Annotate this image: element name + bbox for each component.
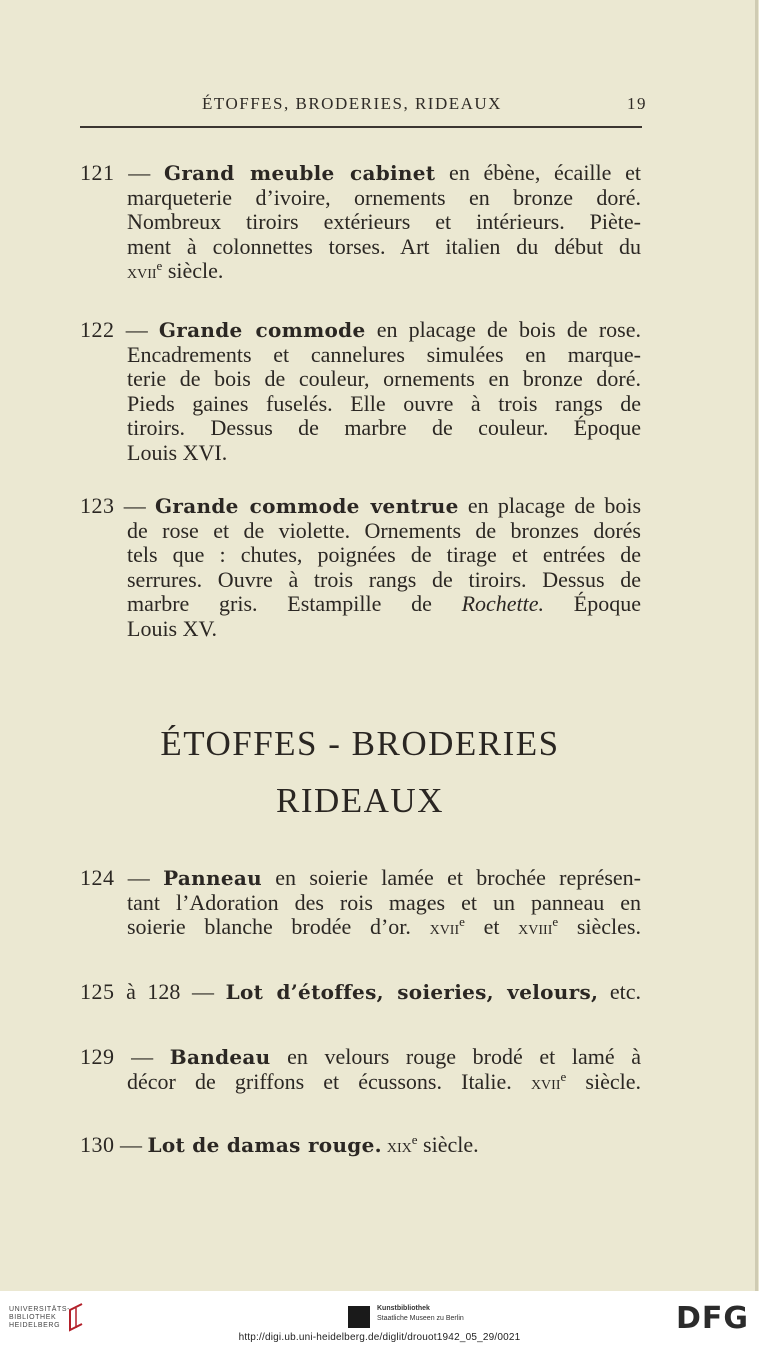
entry-text: décor de griffons et écussons. Italie. — [127, 1068, 531, 1094]
section-title-line-1: ÉTOFFES - BRODERIES — [160, 724, 560, 763]
running-head-title: ÉTOFFES, BRODERIES, RIDEAUX — [202, 94, 502, 113]
lot-title: Lot d’étoffes, soieries, velours, — [225, 980, 599, 1004]
dash: — — [127, 865, 150, 890]
lot-number: 124 — [80, 865, 115, 890]
dash: — — [123, 493, 146, 518]
lot-title: Panneau — [163, 866, 262, 890]
entry-text: en ébène, écaille et — [435, 160, 642, 185]
century-numeral: xix — [381, 1135, 412, 1157]
lot-title: Grande commode ventrue — [155, 494, 459, 518]
entry-text: siècle. — [162, 258, 224, 283]
superscript: e — [560, 1068, 567, 1084]
entry-text: Louis XV. — [127, 615, 218, 641]
entry-text: de rose et de violette. Ornements de bronzes dorés — [127, 517, 641, 543]
entry-text: Nombreux tiroirs extérieurs et intérieurs. Piète- — [127, 209, 641, 234]
lot-entry-125-128 — [80, 980, 641, 1005]
entry-text: en velours rouge brodé et lamé à — [270, 1044, 642, 1069]
century-numeral: xviii — [518, 917, 553, 939]
ub-heidelberg-logo[interactable] — [9, 1306, 70, 1330]
lot-entry-130 — [80, 1133, 641, 1159]
section-title-line-2: RIDEAUX — [276, 781, 444, 820]
maker-name: Rochette. — [461, 591, 545, 616]
entry-text: en soierie lamée et brochée représen- — [261, 865, 641, 890]
entry-text: soierie blanche brodée d’or. — [127, 914, 430, 939]
dash: — — [120, 1132, 142, 1157]
dash: — — [128, 160, 151, 185]
superscript: e — [459, 914, 465, 929]
entry-text: siècles. — [558, 914, 641, 939]
entry-text: Pieds gaines fuselés. Elle ouvre à trois rangs de — [127, 390, 641, 416]
entry-text: tiroirs. Dessus de marbre de couleur. Époque — [127, 415, 641, 440]
entry-text: à 128 — [114, 979, 193, 1004]
entry-text: siècle. — [566, 1068, 641, 1094]
kunstbibliothek-logo-icon[interactable] — [348, 1306, 370, 1328]
entry-text: tant l’Adoration des rois mages et un panneau en — [127, 889, 641, 915]
lot-title: Bandeau — [169, 1045, 271, 1069]
entry-text: etc. — [598, 979, 642, 1004]
dfg-logo[interactable]: DFG — [675, 1301, 749, 1336]
lot-entry-129 — [80, 1045, 641, 1095]
entry-text: en placage de bois — [458, 493, 642, 518]
lot-title: Grande commode — [158, 318, 366, 342]
page-number: 19 — [627, 94, 647, 113]
century-numeral: xvii — [530, 1071, 561, 1094]
entry-text: marbre gris. Estampille de — [127, 591, 462, 616]
lot-entry-124 — [80, 866, 641, 941]
kunstbibliothek-label — [377, 1304, 464, 1324]
entry-text: marqueterie d’ivoire, ornements en bronze doré. — [127, 184, 641, 210]
entry-text: en placage de bois de rose. — [365, 317, 641, 342]
lot-entry-122 — [80, 318, 641, 465]
lot-number: 122 — [80, 317, 115, 342]
ub-logo-line: BIBLIOTHEK — [9, 1314, 57, 1321]
century-numeral: xvii — [127, 261, 157, 283]
lot-entry-123 — [80, 494, 641, 641]
header-rule — [80, 126, 642, 128]
lot-number: 125 — [80, 979, 115, 1004]
lot-number: 129 — [80, 1044, 115, 1069]
century-numeral: xvii — [429, 917, 460, 939]
lot-title: Lot de damas rouge. — [147, 1133, 382, 1157]
entry-text: ment à colonnettes torses. Art italien du début du — [127, 233, 641, 259]
superscript: e — [411, 1132, 418, 1147]
ub-emblem-icon — [64, 1302, 88, 1332]
lot-number: 130 — [80, 1132, 115, 1157]
lot-number: 121 — [80, 160, 115, 185]
lot-entry-121 — [80, 161, 641, 285]
entry-text: siècle. — [417, 1132, 479, 1157]
dash: — — [125, 317, 148, 342]
lot-title: Grand meuble cabinet — [163, 161, 436, 185]
ub-logo-line: UNIVERSITÄTS- — [9, 1306, 71, 1313]
entry-text: Louis XVI. — [127, 439, 228, 465]
lot-number: 123 — [80, 493, 115, 518]
digitization-footer — [0, 1291, 759, 1347]
dash: — — [131, 1044, 154, 1069]
entry-text: serrures. Ouvre à trois rangs de tiroirs. Dessus de — [127, 566, 641, 592]
superscript: e — [552, 914, 559, 929]
dash: — — [192, 979, 215, 1004]
entry-text: Encadrements et cannelures simulées en marque- — [127, 341, 641, 367]
entry-text: tels que : chutes, poignées de tirage et entrées de — [127, 542, 641, 567]
entry-text: et — [464, 914, 519, 939]
entry-text: terie de bois de couleur, ornements en bronze doré. — [127, 366, 641, 391]
permalink-url[interactable]: http://digi.ub.uni-heidelberg.de/diglit/drouot1942_05_29/0021 — [238, 1332, 521, 1343]
entry-text: Époque — [544, 591, 641, 616]
kb-name: Kunstbibliothek — [377, 1305, 430, 1312]
ub-logo-line: HEIDELBERG — [9, 1322, 61, 1329]
kb-subtitle: Staatliche Museen zu Berlin — [377, 1315, 464, 1322]
superscript: e — [156, 258, 163, 273]
